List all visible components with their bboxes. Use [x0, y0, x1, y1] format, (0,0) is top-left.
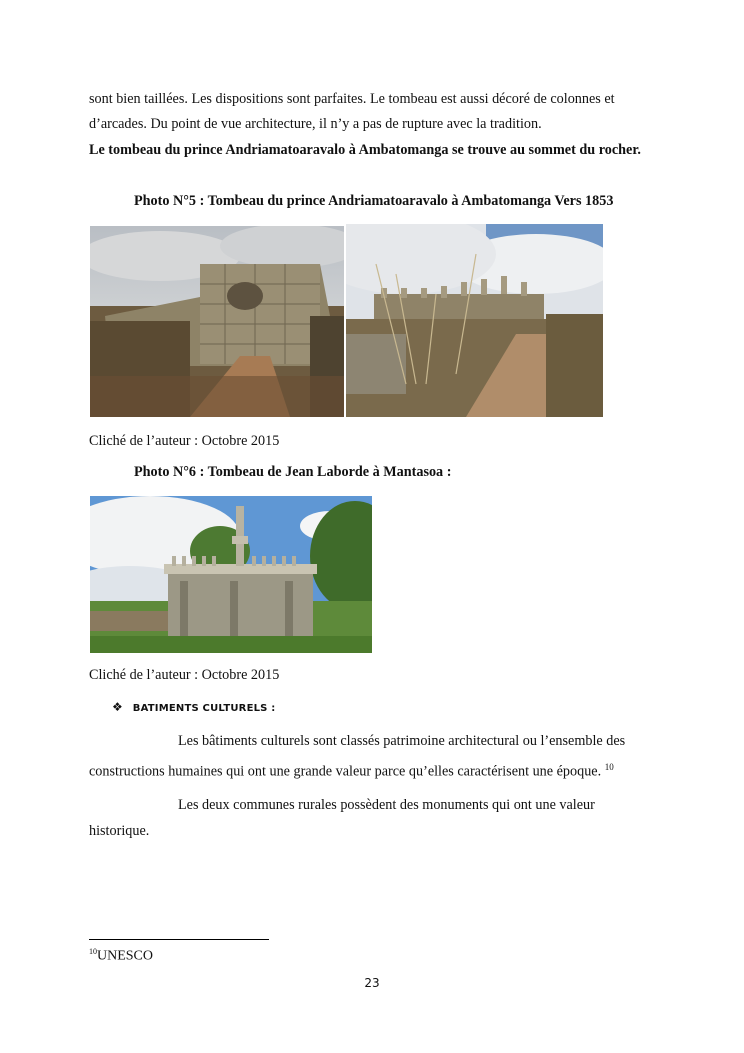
- footnote-reference[interactable]: 10: [604, 762, 614, 772]
- photo5-right-image: [346, 224, 603, 417]
- tomb-hilltop-photo: [346, 224, 603, 417]
- bold-statement: Le tombeau du prince Andriamatoaravalo à Ambatomanga se trouve au sommet du rocher.: [89, 142, 641, 158]
- footnote-text: UNESCO: [97, 948, 154, 964]
- paragraph-line: Les deux communes rurales possèdent des monuments qui ont une valeur: [178, 797, 595, 813]
- photo6-credit: Cliché de l’auteur : Octobre 2015: [89, 667, 280, 683]
- footnote: [89, 947, 153, 965]
- photo5-left-image: [90, 226, 344, 417]
- diamond-bullet-icon: ❖: [112, 700, 123, 714]
- paragraph-text: constructions humaines qui ont une grande valeur parce qu’elles caractérisent une époque.: [89, 763, 602, 780]
- section-heading: BATIMENTS CULTURELS :: [132, 703, 276, 714]
- laborde-tomb-photo: [90, 496, 372, 653]
- photo5-title: Photo N°5 : Tombeau du prince Andriamatoaravalo à Ambatomanga Vers 1853: [134, 193, 614, 209]
- photo5-credit: Cliché de l’auteur : Octobre 2015: [89, 433, 280, 449]
- photo6-image: [90, 496, 372, 653]
- photo6-title: Photo N°6 : Tombeau de Jean Laborde à Mantasoa :: [134, 464, 452, 480]
- page-number: 23: [364, 976, 380, 990]
- paragraph-line: Les bâtiments culturels sont classés patrimoine architectural ou l’ensemble des: [178, 733, 626, 749]
- tomb-ruin-photo: [90, 226, 344, 417]
- footnote-number: 10: [89, 947, 97, 956]
- paragraph-line: sont bien taillées. Les dispositions sont parfaites. Le tombeau est aussi décoré de colonnes et: [89, 91, 615, 107]
- footnote-separator: [89, 939, 269, 940]
- paragraph-line: [89, 754, 669, 785]
- section-heading-bullet: [112, 700, 275, 714]
- paragraph-line: d’arcades. Du point de vue architecture, il n’y a pas de rupture avec la tradition.: [89, 116, 542, 132]
- paragraph-line: historique.: [89, 823, 150, 839]
